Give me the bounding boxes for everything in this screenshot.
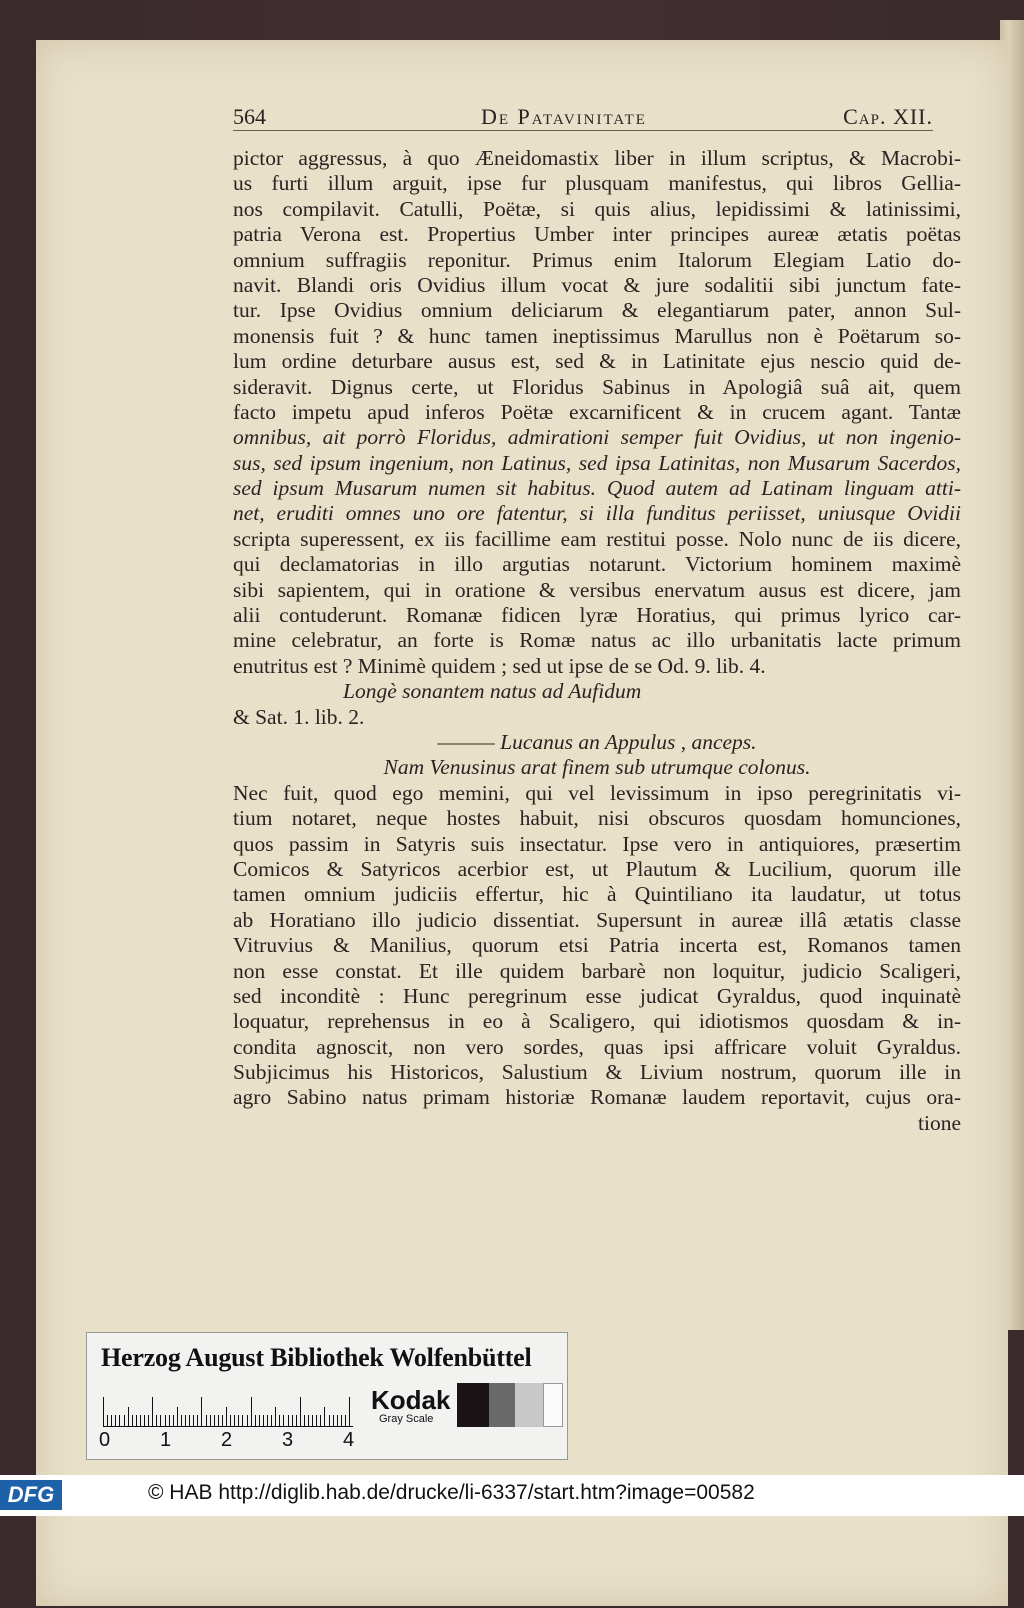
ruler-tick xyxy=(107,1415,108,1427)
ruler-tick xyxy=(111,1415,112,1427)
ruler-tick xyxy=(185,1415,186,1427)
ruler-tick xyxy=(103,1397,104,1427)
body-text xyxy=(233,146,961,1136)
text-line: pictor aggressus, à quo Æneidomastix liber in illum scriptus, & Macrobi- xyxy=(233,146,961,170)
ruler-tick xyxy=(320,1415,321,1427)
ruler-tick xyxy=(349,1397,350,1427)
library-name: Herzog August Bibliothek Wolfenbüttel xyxy=(101,1343,532,1372)
swatch-dark-gray xyxy=(489,1383,515,1427)
ruler-tick xyxy=(255,1415,256,1427)
ruler-tick xyxy=(160,1415,161,1427)
ruler-tick xyxy=(193,1415,194,1427)
text-line: agro Sabino natus primam historiæ Romanæ laudem reportavit, cujus ora- xyxy=(233,1085,961,1110)
ruler-tick xyxy=(136,1415,137,1427)
gray-scale-label: Gray Scale xyxy=(379,1413,434,1425)
ruler-tick xyxy=(288,1415,289,1427)
ruler-tick xyxy=(283,1415,284,1427)
ruler-tick xyxy=(206,1415,207,1427)
ruler-tick xyxy=(165,1415,166,1427)
text-line: ——— Lucanus an Appulus , anceps. xyxy=(437,729,757,754)
ruler-tick xyxy=(230,1415,231,1427)
ruler-tick xyxy=(152,1397,153,1427)
text-line: nos compilavit. Catulli, Poëtæ, si quis alius, lepidissimi & latinissimi, xyxy=(233,196,961,221)
ruler-tick xyxy=(300,1397,301,1427)
ruler-tick xyxy=(337,1415,338,1427)
text-line: Comicos & Satyricos acerbior est, ut Plautum & Lucilium, quorum ille xyxy=(233,856,961,881)
text-line: non esse constat. Et ille quidem barbarè non loquitur, judicio Scaligeri, xyxy=(233,958,961,983)
text-line: monensis fuit ? & hunc tamen ineptissimus Marullus non è Poëtarum so- xyxy=(233,323,961,348)
text-line: sibi sapientem, qui in oratione & versibus enervatum ausus est dicere, jam xyxy=(233,577,961,602)
ruler-number: 3 xyxy=(282,1429,294,1451)
ruler-tick xyxy=(226,1407,227,1427)
text-line: tur. Ipse Ovidius omnium deliciarum & elegantiarum pater, annon Sul- xyxy=(233,298,961,323)
ruler-tick xyxy=(140,1415,141,1427)
text-line: sideravit. Dignus certe, ut Floridus Sabinus in Apologiâ suâ ait, quem xyxy=(233,374,961,399)
page-number: 564 xyxy=(233,104,266,129)
swatch-white xyxy=(543,1383,563,1427)
ruler-tick xyxy=(329,1415,330,1427)
text-line: net, eruditi omnes uno ore fatentur, si illa funditus periisset, uniusque Ovidii xyxy=(233,501,961,526)
text-line: us furti illum arguit, ipse fur plusquam manifestus, qui libros Gellia- xyxy=(233,171,961,196)
ruler-tick xyxy=(177,1407,178,1427)
ruler-tick xyxy=(296,1415,297,1427)
text-line: Nec fuit, quod ego memini, qui vel levissimum in ipso peregrinitatis vi- xyxy=(233,780,961,805)
ruler-tick xyxy=(197,1415,198,1427)
text-line: lum ordine deturbare ausus est, sed & in Latinitate ejus nescio quid de- xyxy=(233,349,961,374)
ruler-tick xyxy=(324,1407,325,1427)
ruler-number: 1 xyxy=(160,1429,172,1451)
ruler-tick xyxy=(128,1407,129,1427)
ruler-tick xyxy=(271,1415,272,1427)
text-line: ab Horatiano illo judicio dissentiat. Supersunt in aureæ illâ ætatis classe xyxy=(233,907,961,932)
ruler-tick xyxy=(308,1415,309,1427)
swatch-black xyxy=(457,1383,489,1427)
text-line: & Sat. 1. lib. 2. xyxy=(233,704,365,729)
text-line: facto impetu apud inferos Poëtæ excarnificent & in crucem agant. Tantæ xyxy=(233,399,961,424)
ruler-tick xyxy=(312,1415,313,1427)
ruler-tick xyxy=(189,1415,190,1427)
ruler-tick xyxy=(169,1415,170,1427)
ruler-numbers xyxy=(99,1429,379,1453)
ruler-tick xyxy=(132,1415,133,1427)
text-line: condita agnoscit, non vero sordes, quas ipsi affricare voluit Gyraldus. xyxy=(233,1034,961,1059)
ruler-tick xyxy=(234,1415,235,1427)
text-line: mine celebratur, an forte is Romæ natus ac illo urbanitatis lacte primum xyxy=(233,628,961,653)
text-line: sed ipsum Musarum numen sit habitus. Quod autem ad Latinam linguam atti- xyxy=(233,476,961,501)
ruler-tick xyxy=(144,1415,145,1427)
text-line: loquatur, reprehensus in eo à Scaligero, qui idiotismos quosdam & in- xyxy=(233,1009,961,1034)
text-line: omnibus, ait porrò Floridus, admirationi semper fuit Ovidius, ut non ingenio- xyxy=(233,425,961,450)
text-line: Subjicimus his Historicos, Salustium & Livium nostrum, quorum ille in xyxy=(233,1060,961,1085)
text-line: scripta superessent, ex iis facillime eam restitui posse. Nolo nunc de iis dicere, xyxy=(233,526,961,551)
text-line: quos passim in Satyris suis insectatur. Ipse vero in antiquiores, præsertim xyxy=(233,831,961,856)
ruler-tick xyxy=(275,1407,276,1427)
color-scale-card xyxy=(86,1332,568,1460)
ruler-tick xyxy=(238,1415,239,1427)
ruler-tick xyxy=(222,1415,223,1427)
running-title: De Patavinitate xyxy=(481,104,647,129)
ruler-number: 2 xyxy=(221,1429,233,1451)
ruler-tick xyxy=(119,1415,120,1427)
ruler-tick xyxy=(115,1415,116,1427)
text-line: tione xyxy=(918,1110,961,1135)
text-line: Vitruvius & Manilius, quorum etsi Patria incerta est, Romanos tamen xyxy=(233,933,961,958)
text-line: sed inconditè : Hunc peregrinum esse judicat Gyraldus, quod inquinatè xyxy=(233,983,961,1008)
ruler-tick xyxy=(156,1415,157,1427)
text-line: enutritus est ? Minimè quidem ; sed ut ipse de se Od. 9. lib. 4. xyxy=(233,653,766,678)
ruler-tick xyxy=(181,1415,182,1427)
ruler-tick xyxy=(259,1415,260,1427)
ruler-tick xyxy=(316,1415,317,1427)
ruler-tick xyxy=(247,1415,248,1427)
ruler-number: 4 xyxy=(343,1429,355,1451)
ruler-tick xyxy=(279,1415,280,1427)
ruler-tick xyxy=(210,1415,211,1427)
text-line: tium notaret, neque hostes habuit, nisi obscuros quosdam homunciones, xyxy=(233,806,961,831)
ruler-tick xyxy=(251,1397,252,1427)
swatch-light-gray xyxy=(515,1383,543,1427)
dfg-logo: DFG xyxy=(0,1480,62,1510)
chapter-label: Cap. XII. xyxy=(843,104,933,129)
ruler-tick xyxy=(148,1415,149,1427)
ruler xyxy=(103,1387,353,1427)
ruler-tick xyxy=(267,1415,268,1427)
ruler-tick xyxy=(124,1415,125,1427)
ruler-tick xyxy=(242,1415,243,1427)
text-line: qui declamatorias in illo argutias notarunt. Victorium hominem maximè xyxy=(233,552,961,577)
text-line: omnium suffragiis reponitur. Primus enim Italorum Elegiam Latio do- xyxy=(233,247,961,272)
ruler-tick xyxy=(292,1415,293,1427)
ruler-tick xyxy=(173,1415,174,1427)
footer-bar xyxy=(0,1475,1024,1516)
ruler-tick xyxy=(333,1415,334,1427)
text-line: navit. Blandi oris Ovidius illum vocat & jure sodalitii sibi junctum fate- xyxy=(233,272,961,297)
text-line: sus, sed ipsum ingenium, non Latinus, sed ipsa Latinitas, non Musarum Sacerdos, xyxy=(233,450,961,475)
ruler-tick xyxy=(263,1415,264,1427)
text-line: patria Verona est. Propertius Umber inter principes aureæ ætatis poëtas xyxy=(233,222,961,247)
ruler-number: 0 xyxy=(99,1429,111,1451)
text-line: Nam Venusinus arat finem sub utrumque colonus. xyxy=(383,755,811,780)
text-line: Longè sonantem natus ad Aufidum xyxy=(343,679,642,704)
ruler-tick xyxy=(341,1415,342,1427)
ruler-tick xyxy=(218,1415,219,1427)
copyright-link[interactable]: © HAB http://diglib.hab.de/drucke/li-6337/start.htm?image=00582 xyxy=(148,1481,755,1504)
ruler-tick xyxy=(304,1415,305,1427)
ruler-tick xyxy=(201,1397,202,1427)
ruler-tick xyxy=(345,1415,346,1427)
text-line: tamen omnium judiciis effertur, hic à Quintiliano ita laudatur, ut totus xyxy=(233,882,961,907)
ruler-tick xyxy=(214,1415,215,1427)
text-line: alii contuderunt. Romanæ fidicen lyræ Horatius, qui primus lyrico car- xyxy=(233,603,961,628)
header-rule xyxy=(233,130,933,131)
kodak-logo: Kodak xyxy=(371,1385,451,1415)
